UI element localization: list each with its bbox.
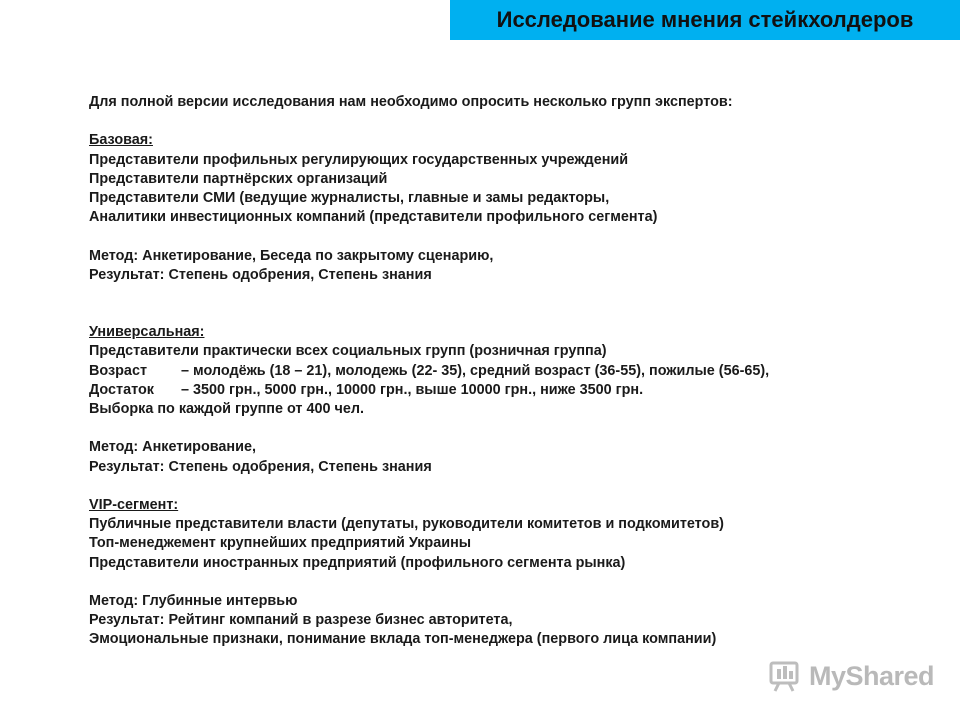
universal-result: Результат: Степень одобрения, Степень знания <box>89 458 432 475</box>
vip-method: Метод: Глубинные интервью <box>89 592 298 609</box>
vip-heading: VIP-сегмент: <box>89 496 179 513</box>
myshared-logo-icon <box>767 657 805 695</box>
vip-result: Результат: Рейтинг компаний в разрезе бизнес авторитета, <box>89 612 513 629</box>
age-label: Возраст <box>89 362 147 379</box>
base-result: Результат: Степень одобрения, Степень знания <box>89 266 432 283</box>
universal-income <box>89 381 939 400</box>
vip-result-continued: Эмоциональные признаки, понимание вклада топ-менеджера (первого лица компании) <box>89 631 717 648</box>
base-item: Представители профильных регулирующих государственных учреждений <box>89 151 629 168</box>
universal-sample: Выборка по каждой группе от 400 чел. <box>89 401 364 418</box>
vip-item: Топ-менеджемент крупнейших предприятий Украины <box>89 535 472 552</box>
page-title: Исследование мнения стейкхолдеров <box>496 7 914 32</box>
vip-item: Публичные представители власти (депутаты, руководители комитетов и подкомитетов) <box>89 516 724 533</box>
income-label: Достаток <box>89 381 154 398</box>
vip-item: Представители иностранных предприятий (профильного сегмента рынка) <box>89 554 626 571</box>
base-heading: Базовая: <box>89 132 153 149</box>
watermark-text: MyShared <box>809 660 935 691</box>
universal-method: Метод: Анкетирование, <box>89 439 256 456</box>
base-item: Представители СМИ (ведущие журналисты, главные и замы редакторы, <box>89 189 610 206</box>
myshared-watermark[interactable] <box>767 656 934 696</box>
universal-age <box>89 362 939 381</box>
universal-groups: Представители практически всех социальных групп (розничная группа) <box>89 343 607 360</box>
title-banner <box>450 0 960 40</box>
base-item: Аналитики инвестиционных компаний (представители профильного сегмента) <box>89 209 658 226</box>
age-value: – молодёжь (18 – 21), молодежь (22- 35), средний возраст (36-55), пожилые (56-65), <box>181 362 770 379</box>
intro-text: Для полной версии исследования нам необходимо опросить несколько групп экспертов: <box>89 94 733 110</box>
base-method: Метод: Анкетирование, Беседа по закрытому сценарию, <box>89 247 494 264</box>
income-value: – 3500 грн., 5000 грн., 10000 грн., выше 10000 грн., ниже 3500 грн. <box>181 381 644 398</box>
universal-heading: Универсальная: <box>89 324 205 341</box>
slide-body <box>89 93 939 649</box>
base-item: Представители партнёрских организаций <box>89 170 388 187</box>
